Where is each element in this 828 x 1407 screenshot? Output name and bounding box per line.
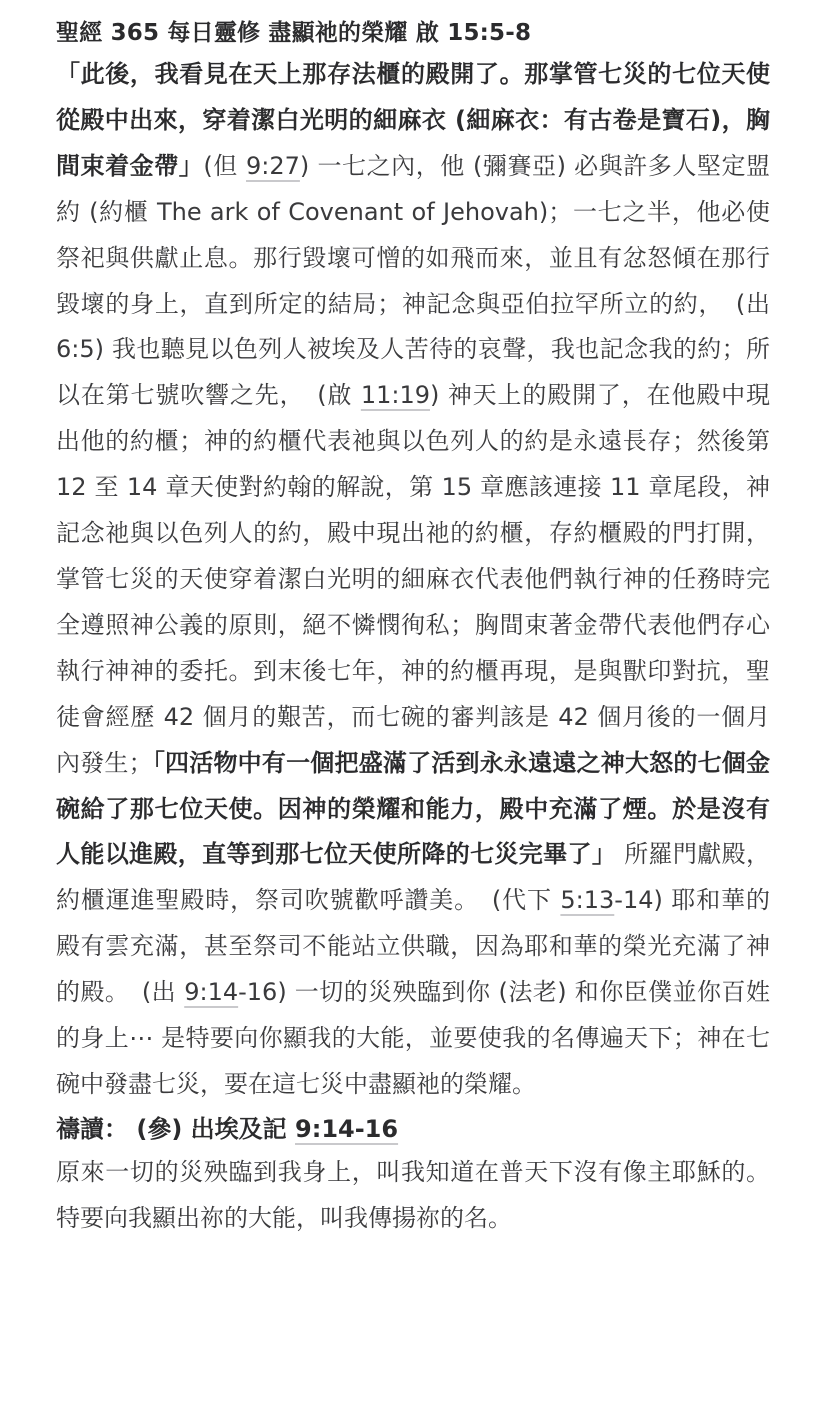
scripture-link-daniel[interactable]: 9:27 xyxy=(246,151,300,180)
devotion-paragraph xyxy=(56,52,770,1108)
devotion-text-5: -14) 耶和華的殿有雲充滿，甚至祭司不能站立供職，因為耶和華的榮光充滿了神的殿。 (出 xyxy=(56,886,770,1007)
devotion-text-1: (但 xyxy=(203,151,247,180)
devotion-text-3: ) 神天上的殿開了，在他殿中現出他的約櫃；神的約櫃代表祂與以色列人的約是永遠長存；然後第 12 至 14 章天使對約翰的解說，第 15 章應該連接 11 章尾段，神記念祂與以色列人的約，殿中現出祂的約櫃，存約櫃殿的門打開，掌管七災的天使穿着潔白光明的細麻衣代表他們執行神的任務時完全遵照神公義的原則，絕不憐憫徇私；胸間束著金帶代表他們存心執行神神的委托。到末後七年，神的約櫃再現，是與獸印對抗，聖徒會經歷 42 個月的艱苦，而七碗的審判該是 42 個月後的一個月內發生； xyxy=(56,381,770,777)
prayer-ref-prefix: (參) 出埃及記 xyxy=(128,1114,296,1143)
scripture-quote-2: 「四活物中有一個把盛滿了活到永永遠遠之神大怒的七個金碗給了那七位天使。因神的榮耀和能力，殿中充滿了煙。於是沒有人能以進殿，直等到那七位天使所降的七災完畢了」 xyxy=(56,748,771,869)
devotion-text-6: -16) 一切的災殃臨到你 (法老) 和你臣僕並你百姓的身上⋯ 是特要向你顯我的大能，並要使我的名傳遍天下；神在七碗中發盡七災，要在這七災中盡顯祂的榮耀。 xyxy=(56,978,770,1098)
prayer-heading xyxy=(56,1108,770,1150)
scripture-quote-1: 「此後，我看見在天上那存法櫃的殿開了。那掌管七災的七位天使從殿中出來，穿着潔白光明的細麻衣 (細麻衣：有古卷是寶石)，胸間束着金帶」 xyxy=(56,60,770,180)
scripture-link-revelation[interactable]: 11:19 xyxy=(360,381,430,410)
prayer-scripture-link[interactable]: 9:14-16 xyxy=(295,1114,399,1143)
scripture-link-chronicles[interactable]: 5:13 xyxy=(560,886,615,915)
scripture-link-exodus[interactable]: 9:14 xyxy=(184,978,239,1007)
prayer-text: 原來一切的災殃臨到我身上，叫我知道在普天下沒有像主耶穌的。特要向我顯出祢的大能，叫我傳揚祢的名。 xyxy=(56,1157,770,1232)
page-title: 聖經 365 每日靈修 盡顯祂的榮耀 啟 15:5-8 xyxy=(56,20,532,46)
devotion-text-2: ) 一七之內，他 (彌賽亞) 必與許多人堅定盟約 (約櫃 The ark of Covenant of Jehovah)；一七之半，他必使祭祀與供獻止息。那行毀壞可憎的如飛而來，並且有忿怒傾在那行毀壞的身上，直到所定的結局；神記念與亞伯拉罕所立的約， (出 6:5) 我也聽見以色列人被埃及人苦待的哀聲，我也記念我的約；所以在第七號吹響之先， (啟 xyxy=(56,151,771,410)
prayer-label: 禱讀： xyxy=(56,1114,128,1143)
devotion-text-4: 所羅門獻殿，約櫃運進聖殿時，祭司吹號歡呼讚美。 (代下 xyxy=(56,840,770,915)
